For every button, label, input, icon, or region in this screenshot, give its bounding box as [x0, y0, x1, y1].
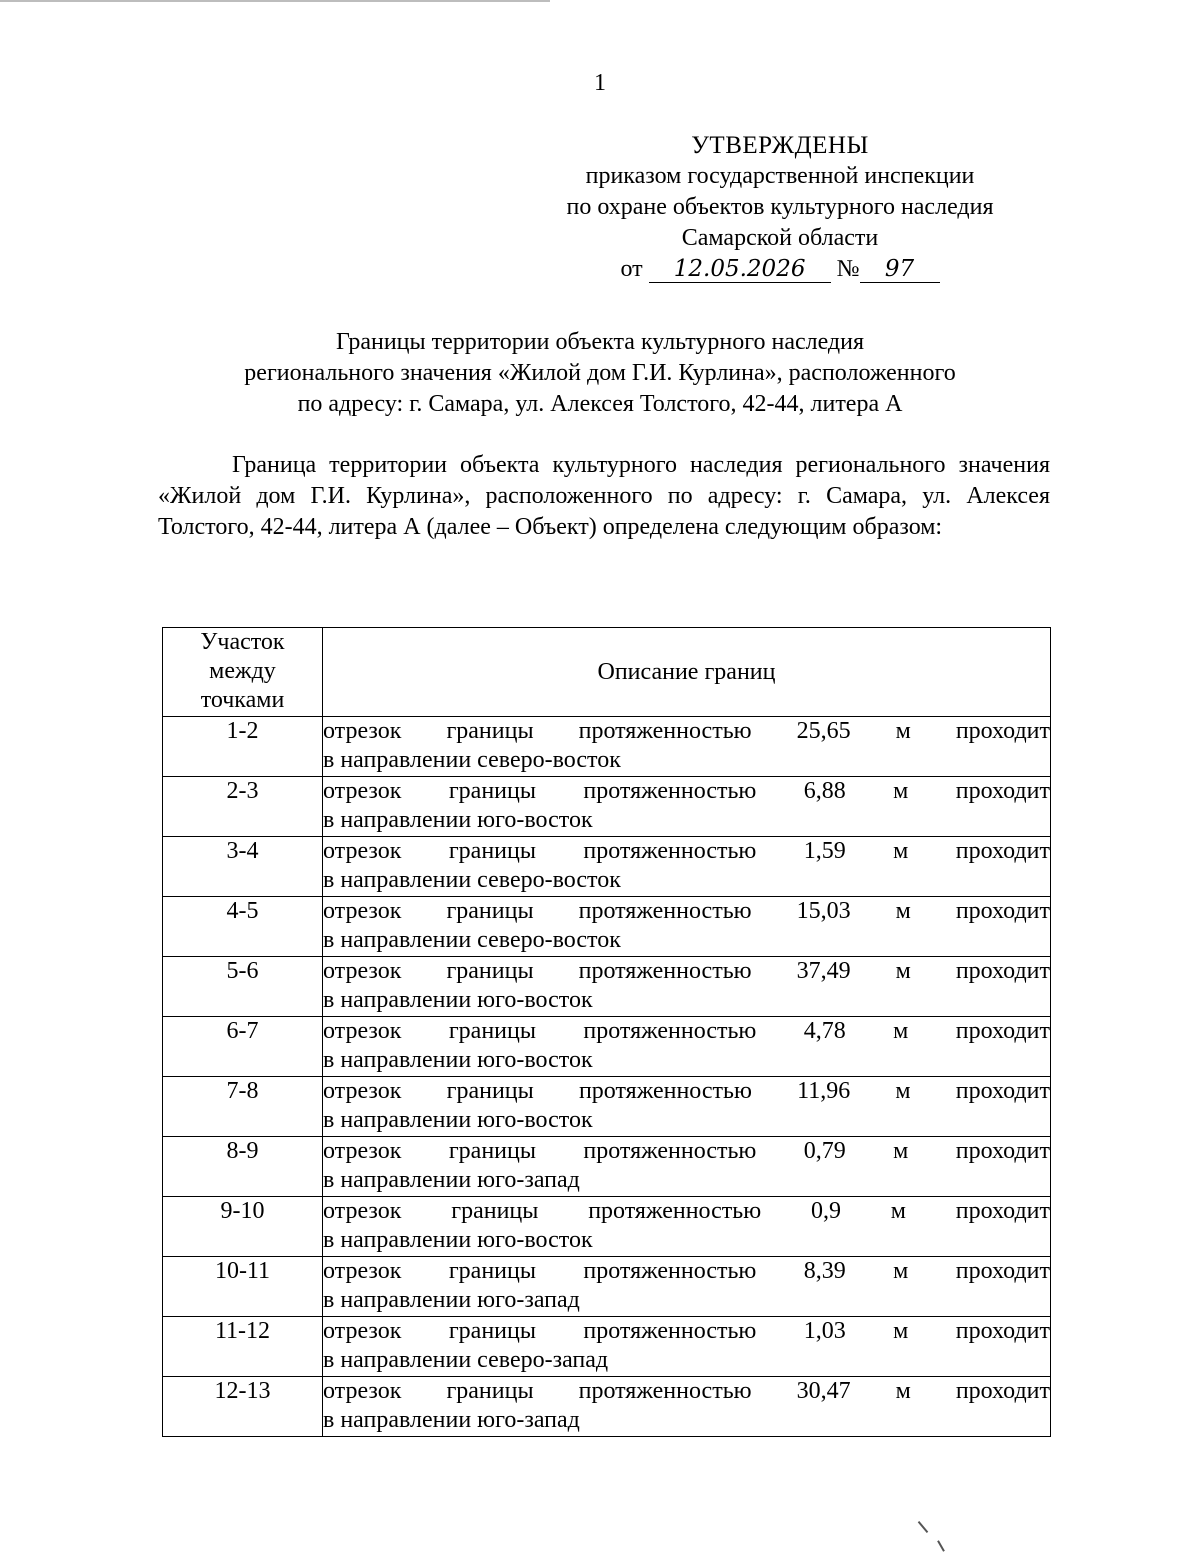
direction-text: в направлении юго-восток — [323, 1047, 593, 1073]
date-prefix: от — [620, 256, 643, 282]
length-unit: м — [895, 898, 911, 924]
word-passes: проходит — [955, 778, 1050, 804]
scan-mark — [918, 1521, 929, 1533]
table-row — [163, 1197, 1051, 1257]
length-unit: м — [895, 1078, 911, 1104]
length-unit: м — [895, 1378, 911, 1404]
description-line-1 — [323, 1317, 1050, 1346]
word-length-label: протяженностью — [583, 1318, 757, 1344]
word-passes: проходит — [955, 1018, 1050, 1044]
word-segment: отрезок — [323, 778, 402, 804]
description-line-1 — [323, 897, 1050, 926]
segment-cell: 1-2 — [163, 717, 323, 777]
description-cell — [323, 1257, 1051, 1317]
description-line-1 — [323, 1197, 1050, 1226]
description-line-1 — [323, 1137, 1050, 1166]
description-cell — [323, 1017, 1051, 1077]
direction-text: в направлении юго-запад — [323, 1167, 580, 1193]
description-line-1 — [323, 777, 1050, 806]
word-length-label: протяженностью — [578, 1078, 752, 1104]
description-line-1 — [323, 1077, 1050, 1106]
word-passes: проходит — [955, 1138, 1050, 1164]
header-segment-cell — [163, 628, 323, 717]
header-segment-line: между — [209, 658, 276, 684]
description-cell — [323, 1317, 1051, 1377]
intro-paragraph: Граница территории объекта культурного наследия регионального значения «Жилой дом Г.И. Курлина», расположенного по адресу: г. Самара, ул. Алексея Толстого, 42-44, литера А (далее – Объект) определена следующим образом: — [158, 452, 1050, 540]
length-unit: м — [893, 778, 909, 804]
direction-text: в направлении северо-восток — [323, 747, 621, 773]
table-row — [163, 1017, 1051, 1077]
word-boundary: границы — [446, 718, 534, 744]
word-length-label: протяженностью — [578, 1378, 752, 1404]
word-segment: отрезок — [323, 1378, 402, 1404]
segment-cell: 8-9 — [163, 1137, 323, 1197]
word-segment: отрезок — [323, 1198, 402, 1224]
word-length-label: протяженностью — [578, 958, 752, 984]
length-value: 1,59 — [803, 838, 846, 864]
number-prefix: № — [836, 256, 860, 282]
description-cell — [323, 1077, 1051, 1137]
word-length-label: протяженностью — [583, 1138, 757, 1164]
length-value: 25,65 — [796, 718, 851, 744]
table-header-row — [163, 628, 1051, 717]
length-value: 15,03 — [796, 898, 851, 924]
description-cell — [323, 1137, 1051, 1197]
description-line-1 — [323, 717, 1050, 746]
scan-edge-line — [0, 0, 550, 2]
segment-cell: 3-4 — [163, 837, 323, 897]
word-length-label: протяженностью — [583, 838, 757, 864]
word-length-label: протяженностью — [583, 1258, 757, 1284]
direction-text: в направлении северо-запад — [323, 1347, 609, 1373]
table-row — [163, 1317, 1051, 1377]
approval-block — [520, 130, 1040, 285]
segment-cell: 5-6 — [163, 957, 323, 1017]
word-boundary: границы — [448, 1138, 536, 1164]
word-segment: отрезок — [323, 958, 402, 984]
word-passes: проходит — [955, 1378, 1050, 1404]
word-boundary: границы — [446, 898, 534, 924]
word-boundary: границы — [446, 1078, 534, 1104]
length-value: 8,39 — [803, 1258, 846, 1284]
segment-cell: 7-8 — [163, 1077, 323, 1137]
word-boundary: границы — [448, 1318, 536, 1344]
word-segment: отрезок — [323, 898, 402, 924]
description-cell — [323, 1377, 1051, 1437]
table-row — [163, 1257, 1051, 1317]
word-segment: отрезок — [323, 1318, 402, 1344]
table-row — [163, 717, 1051, 777]
description-cell — [323, 1197, 1051, 1257]
table-row — [163, 777, 1051, 837]
direction-text: в направлении северо-восток — [323, 927, 621, 953]
word-segment: отрезок — [323, 1078, 402, 1104]
word-segment: отрезок — [323, 1258, 402, 1284]
page-number: 1 — [594, 70, 606, 96]
length-value: 1,03 — [803, 1318, 846, 1344]
direction-text: в направлении юго-восток — [323, 1107, 593, 1133]
description-line-1 — [323, 1257, 1050, 1286]
description-line-1 — [323, 1377, 1050, 1406]
word-passes: проходит — [955, 898, 1050, 924]
word-boundary: границы — [448, 1258, 536, 1284]
description-line-1 — [323, 1017, 1050, 1046]
length-value: 4,78 — [803, 1018, 846, 1044]
order-date-number-line — [520, 254, 1040, 285]
word-passes: проходит — [955, 958, 1050, 984]
description-cell — [323, 777, 1051, 837]
word-length-label: протяженностью — [583, 1018, 757, 1044]
word-boundary: границы — [446, 958, 534, 984]
word-passes: проходит — [955, 718, 1050, 744]
length-unit: м — [893, 838, 909, 864]
word-segment: отрезок — [323, 838, 402, 864]
segment-cell: 6-7 — [163, 1017, 323, 1077]
length-unit: м — [893, 1018, 909, 1044]
description-cell — [323, 717, 1051, 777]
heading-line-3: по адресу: г. Самара, ул. Алексея Толстого, 42-44, литера А — [297, 391, 903, 417]
word-length-label: протяженностью — [583, 778, 757, 804]
length-unit: м — [893, 1258, 909, 1284]
word-length-label: протяженностью — [578, 898, 752, 924]
segment-cell: 4-5 — [163, 897, 323, 957]
approval-title: УТВЕРЖДЕНЫ — [691, 132, 869, 159]
length-unit: м — [895, 718, 911, 744]
length-unit: м — [893, 1138, 909, 1164]
word-boundary: границы — [451, 1198, 539, 1224]
document-heading — [0, 327, 1200, 420]
word-segment: отрезок — [323, 1138, 402, 1164]
description-cell — [323, 957, 1051, 1017]
header-description-cell: Описание границ — [323, 628, 1051, 717]
segment-cell: 11-12 — [163, 1317, 323, 1377]
description-cell — [323, 897, 1051, 957]
table-row — [163, 1377, 1051, 1437]
approval-line-3: Самарской области — [681, 225, 879, 251]
word-passes: проходит — [955, 838, 1050, 864]
header-segment-line: Участок — [200, 629, 285, 655]
order-number-handwritten: 97 — [860, 256, 940, 283]
direction-text: в направлении юго-запад — [323, 1407, 580, 1433]
word-passes: проходит — [955, 1258, 1050, 1284]
direction-text: в направлении юго-восток — [323, 807, 593, 833]
direction-text: в направлении юго-восток — [323, 987, 593, 1013]
word-segment: отрезок — [323, 718, 402, 744]
approval-line-1: приказом государственной инспекции — [585, 163, 975, 189]
word-passes: проходит — [955, 1078, 1050, 1104]
length-value: 6,88 — [803, 778, 846, 804]
word-boundary: границы — [448, 1018, 536, 1044]
segment-cell: 12-13 — [163, 1377, 323, 1437]
direction-text: в направлении юго-восток — [323, 1227, 593, 1253]
word-length-label: протяженностью — [578, 718, 752, 744]
table-row — [163, 897, 1051, 957]
length-value: 0,9 — [810, 1198, 841, 1224]
length-value: 11,96 — [797, 1078, 851, 1104]
segment-cell: 9-10 — [163, 1197, 323, 1257]
description-line-1 — [323, 957, 1050, 986]
segment-cell: 10-11 — [163, 1257, 323, 1317]
approval-line-2: по охране объектов культурного наследия — [566, 194, 994, 220]
length-unit: м — [890, 1198, 906, 1224]
description-line-1 — [323, 837, 1050, 866]
order-date-handwritten: 12.05.2026 — [649, 256, 831, 283]
length-value: 30,47 — [796, 1378, 851, 1404]
boundaries-table — [162, 627, 1051, 1437]
word-passes: проходит — [955, 1318, 1050, 1344]
word-segment: отрезок — [323, 1018, 402, 1044]
direction-text: в направлении северо-восток — [323, 867, 621, 893]
scan-mark — [937, 1540, 945, 1551]
table-row — [163, 1077, 1051, 1137]
table-row — [163, 957, 1051, 1017]
word-boundary: границы — [448, 838, 536, 864]
heading-line-1: Границы территории объекта культурного наследия — [335, 329, 865, 355]
heading-line-2: регионального значения «Жилой дом Г.И. Курлина», расположенного — [244, 360, 956, 386]
direction-text: в направлении юго-запад — [323, 1287, 580, 1313]
table-row — [163, 837, 1051, 897]
length-unit: м — [895, 958, 911, 984]
word-boundary: границы — [448, 778, 536, 804]
header-segment-line: точками — [200, 687, 285, 713]
word-passes: проходит — [955, 1198, 1050, 1224]
length-unit: м — [893, 1318, 909, 1344]
word-boundary: границы — [446, 1378, 534, 1404]
segment-cell: 2-3 — [163, 777, 323, 837]
length-value: 37,49 — [796, 958, 851, 984]
table-row — [163, 1137, 1051, 1197]
length-value: 0,79 — [803, 1138, 846, 1164]
word-length-label: протяженностью — [588, 1198, 762, 1224]
description-cell — [323, 837, 1051, 897]
